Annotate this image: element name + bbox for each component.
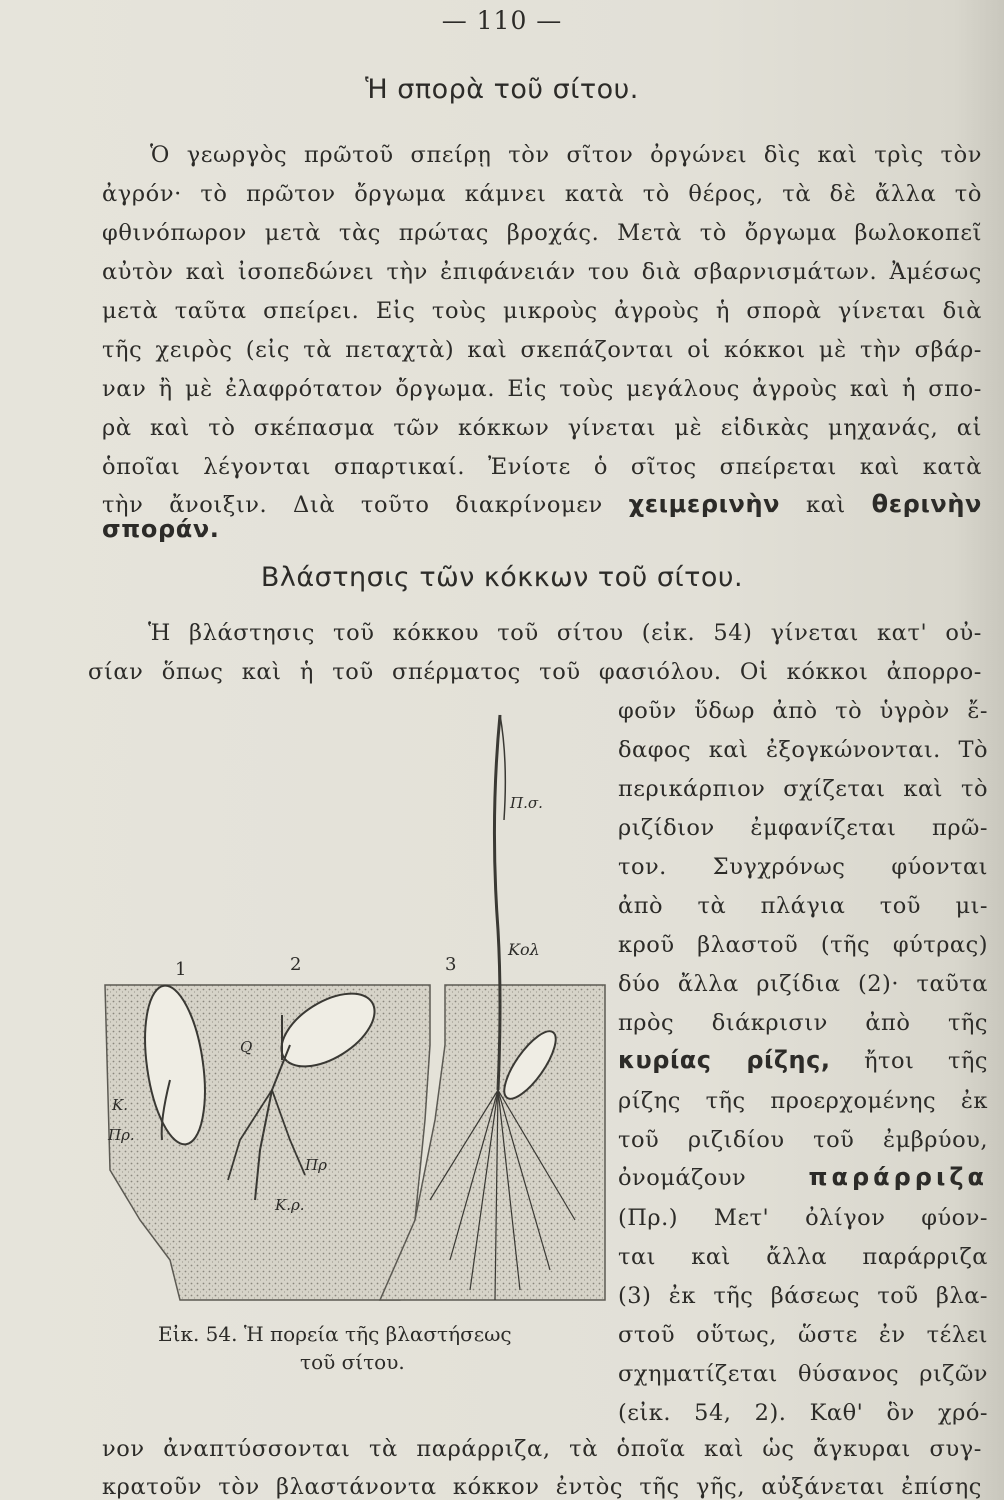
leaf-3: [500, 715, 505, 820]
onomazoun-text: ὀνομάζουν: [618, 1165, 747, 1191]
line-start-text: τὴν ἄνοιξιν. Διὰ τοῦτο διακρίνομεν: [102, 492, 603, 518]
column-line: φοῦν ὕδωρ ἀπὸ τὸ ὑγρὸν ἔ-: [618, 698, 988, 724]
paragraph-line: κρατοῦν τὸν βλαστάνοντα κόκκον ἐντὸς τῆς γῆς, αὐξάνεται ἐπίσης: [102, 1474, 982, 1500]
germination-figure: [100, 700, 610, 1320]
label-3: 3: [445, 954, 457, 975]
term-main-root: κυρίας ρίζης,: [618, 1046, 831, 1074]
label-pr-left: Πρ.: [108, 1126, 135, 1144]
paragraph-line-terms: [102, 490, 982, 518]
label-pr-mid: Πρ: [305, 1156, 327, 1174]
label-kr: Κ.ρ.: [275, 1196, 305, 1214]
column-line-adventitious: [618, 1163, 988, 1191]
paragraph-line: ὁποῖαι λέγονται σπαρτικαί. Ἐνίοτε ὁ σῖτος σπείρεται καὶ κατὰ: [102, 454, 982, 480]
column-line: ριζίδιον ἐμφανίζεται πρῶ-: [618, 815, 988, 841]
column-line: (Πρ.) Μετ' ὀλίγον φύον-: [618, 1205, 988, 1231]
label-q: Q: [240, 1038, 253, 1056]
column-line-main-root: [618, 1046, 988, 1074]
column-line: (εἰκ. 54, 2). Καθ' ὃν χρό-: [618, 1400, 988, 1426]
germination-illustration: [100, 700, 610, 1320]
column-line: δύο ἄλλα ριζίδια (2)· ταῦτα: [618, 971, 988, 997]
term-sowing: σποράν.: [102, 515, 220, 543]
paragraph-line: σίαν ὅπως καὶ ἡ τοῦ σπέρματος τοῦ φασιόλου. Οἱ κόκκοι ἀπορρο-: [88, 659, 982, 685]
column-line: στοῦ οὕτως, ὥστε ἐν τέλει: [618, 1322, 988, 1348]
label-1: 1: [175, 959, 187, 980]
column-line: (3) ἐκ τῆς βάσεως τοῦ βλα-: [618, 1283, 988, 1309]
paragraph-line: αὐτὸν καὶ ἰσοπεδώνει τὴν ἐπιφάνειάν του διὰ σβαρνισμάτων. Ἀμέσως: [102, 259, 982, 285]
paragraph-line: νον ἀναπτύσσονται τὰ παράρριζα, τὰ ὁποῖα καὶ ὡς ἄγκυραι συγ-: [102, 1436, 982, 1462]
term-adventitious-roots: παράρριζα: [808, 1163, 988, 1191]
column-line: δαφος καὶ ἐξογκώνονται. Τὸ: [618, 737, 988, 763]
column-line: κροῦ βλαστοῦ (τῆς φύτρας): [618, 932, 988, 958]
label-2: 2: [290, 954, 302, 975]
paragraph-line: ναν ἢ μὲ ἐλαφρότατον ὄργωμα. Εἰς τοὺς μεγάλους ἀγροὺς καὶ ἡ σπο-: [102, 376, 982, 402]
column-line: ἀπὸ τὰ πλάγια τοῦ μι-: [618, 893, 988, 919]
paragraph-line: Ὁ γεωργὸς πρῶτοῦ σπείρῃ τὸν σῖτον ὀργώνει δὶς καὶ τρὶς τὸν: [150, 142, 982, 168]
label-pl: Π.σ.: [510, 794, 543, 812]
paragraph-line: ἀγρόν· τὸ πρῶτον ὄργωμα κάμνει κατὰ τὸ θέρος, τὰ δὲ ἄλλα τὸ: [102, 181, 982, 207]
label-kol: Κολ: [508, 940, 540, 959]
itoi-text: ἤτοι τῆς: [864, 1048, 988, 1074]
column-line: πρὸς διάκρισιν ἀπὸ τῆς: [618, 1010, 988, 1036]
paragraph-line: μετὰ ταῦτα σπείρει. Εἰς τοὺς μικροὺς ἀγροὺς ἡ σπορὰ γίνεται διὰ: [102, 298, 982, 324]
section-title-sowing: Ἡ σπορὰ τοῦ σίτου.: [365, 74, 639, 105]
figure-caption-line1: Εἰκ. 54. Ἡ πορεία τῆς βλαστήσεως: [158, 1322, 512, 1346]
column-line: σχηματίζεται θύσανος ριζῶν: [618, 1361, 988, 1387]
paragraph-line: φθινόπωρον μετὰ τὰς πρώτας βροχάς. Μετὰ τὸ ὄργωμα βωλοκοπεῖ: [102, 220, 982, 246]
term-summer: θερινὴν: [871, 490, 982, 518]
term-winter: χειμερινὴν: [628, 490, 781, 518]
column-line: τον. Συγχρόνως φύονται: [618, 854, 988, 880]
column-line: ρίζης τῆς προερχομένης ἐκ: [618, 1088, 988, 1114]
paragraph-line: ρὰ καὶ τὸ σκέπασμα τῶν κόκκων γίνεται μὲ εἰδικὰς μηχανάς, αἱ: [102, 415, 982, 441]
column-line: τοῦ ριζιδίου τοῦ ἐμβρύου,: [618, 1127, 988, 1153]
paragraph-line-sowing: [102, 515, 982, 543]
conj-text: καὶ: [805, 492, 846, 518]
section-title-germination: Βλάστησις τῶν κόκκων τοῦ σίτου.: [260, 562, 744, 593]
column-line: περικάρπιον σχίζεται καὶ τὸ: [618, 776, 988, 802]
page-number: — 110 —: [441, 6, 563, 35]
paragraph-line: Ἡ βλάστησις τοῦ κόκκου τοῦ σίτου (εἰκ. 54) γίνεται κατ' οὐ-: [148, 620, 982, 646]
column-line: ται καὶ ἄλλα παράρριζα: [618, 1244, 988, 1270]
label-k: Κ.: [112, 1096, 128, 1114]
paragraph-line: τῆς χειρὸς (εἰς τὰ πεταχτὰ) καὶ σκεπάζονται οἱ κόκκοι μὲ τὴν σβάρ-: [102, 337, 982, 363]
figure-caption-line2: τοῦ σίτου.: [300, 1350, 405, 1374]
